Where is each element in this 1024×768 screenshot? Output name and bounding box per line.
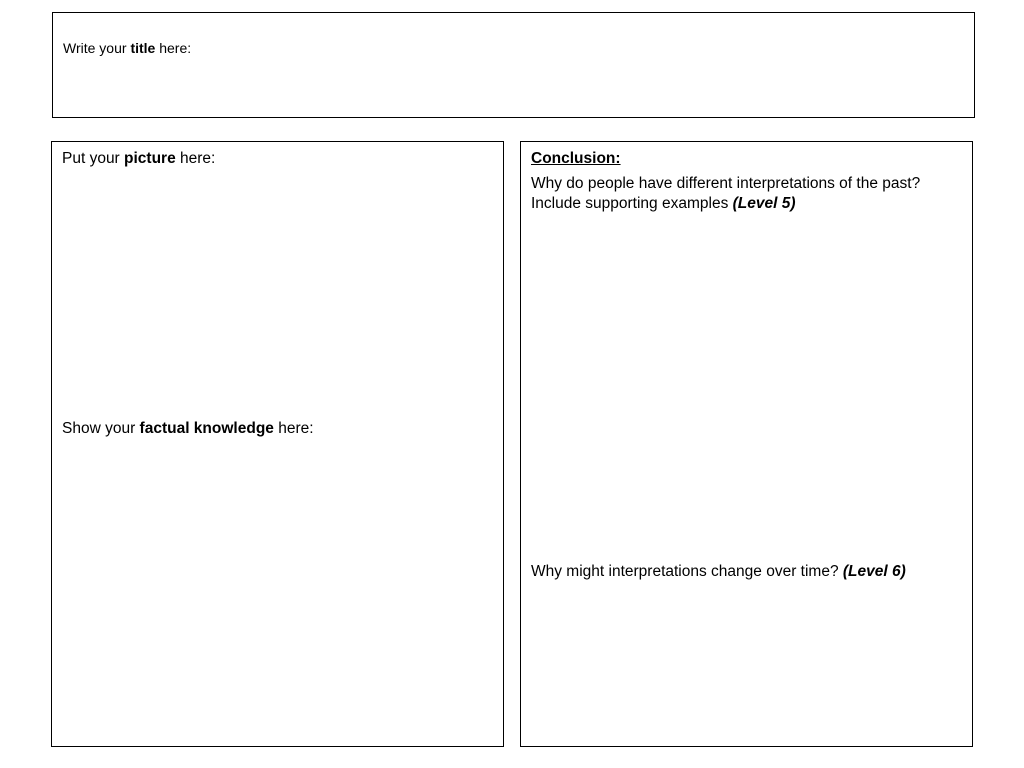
- level-6-label: (Level 6): [842, 563, 906, 580]
- conclusion-heading: Conclusion:: [531, 150, 621, 167]
- picture-prompt: [62, 149, 215, 169]
- picture-prompt-bold: picture: [124, 150, 176, 167]
- question-2: [531, 562, 906, 582]
- left-panel[interactable]: [51, 141, 504, 747]
- title-prompt-text: Write your: [63, 40, 131, 56]
- question-2-text: Why might interpretations change over time?: [531, 563, 843, 580]
- level-5-label: (Level 5): [732, 195, 796, 212]
- question-1-line-1: Why do people have different interpretations of the past?: [531, 175, 921, 192]
- picture-prompt-text: Put your: [62, 150, 125, 167]
- picture-prompt-suffix: here:: [175, 150, 216, 167]
- question-1: [531, 174, 920, 214]
- knowledge-prompt-bold: factual knowledge: [139, 420, 274, 437]
- title-prompt-suffix: here:: [155, 40, 192, 56]
- title-box[interactable]: [52, 12, 975, 118]
- title-prompt-bold: title: [130, 40, 156, 56]
- title-prompt: [63, 38, 191, 58]
- question-1-line-2: [531, 194, 920, 214]
- knowledge-prompt: [62, 419, 314, 439]
- knowledge-prompt-text: Show your: [62, 420, 140, 437]
- knowledge-prompt-suffix: here:: [273, 420, 314, 437]
- right-panel[interactable]: [520, 141, 973, 747]
- question-1-line-2-text: Include supporting examples: [531, 195, 733, 212]
